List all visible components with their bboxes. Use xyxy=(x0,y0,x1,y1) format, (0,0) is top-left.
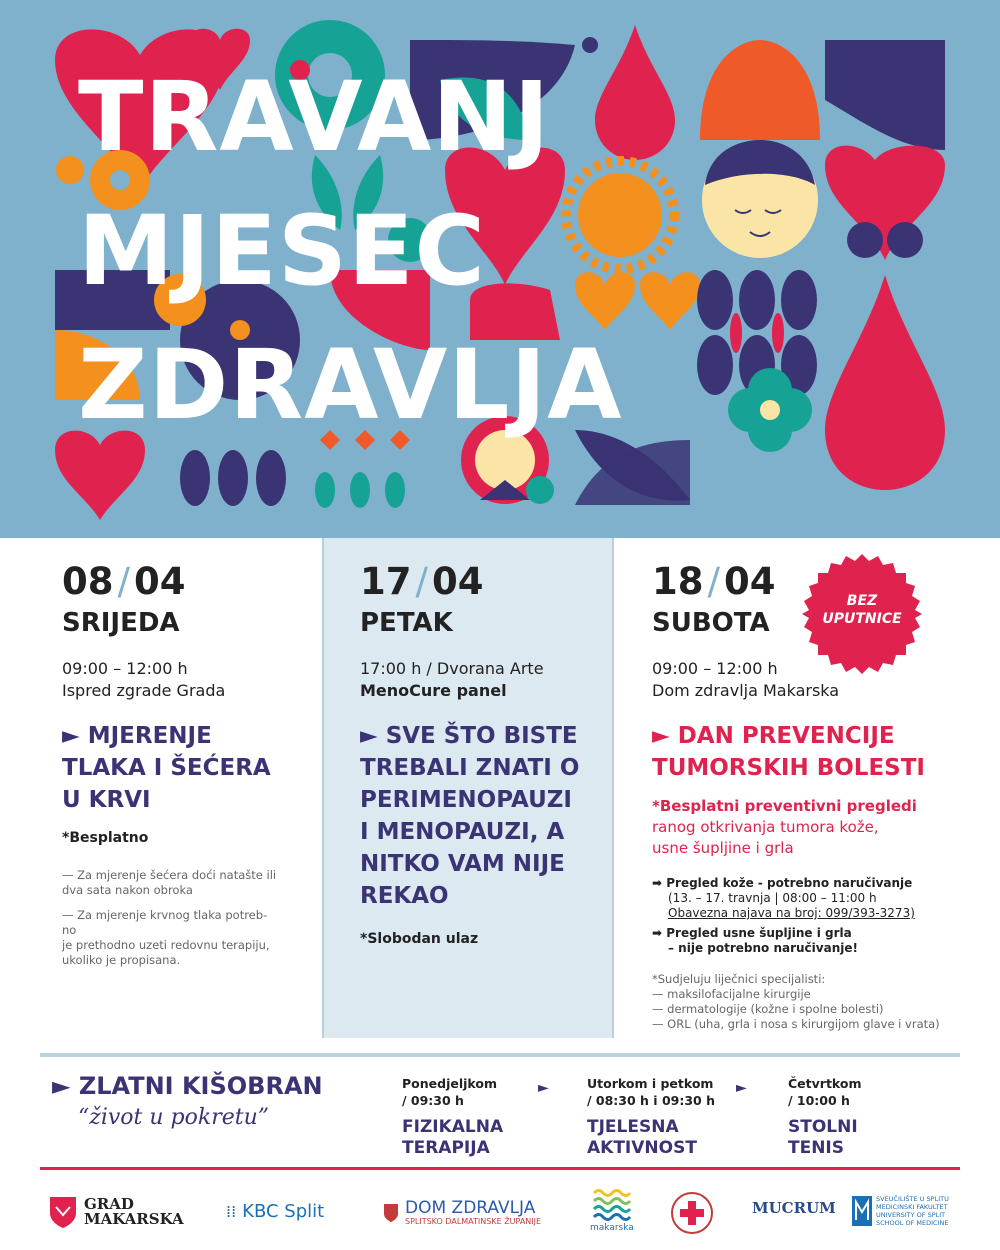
event-subtitle: MenoCure panel xyxy=(360,681,507,700)
when-line: Utorkom i petkom xyxy=(587,1076,714,1091)
sugar-note xyxy=(62,868,276,898)
price-note: *Besplatno xyxy=(62,830,149,846)
event-weekday: SUBOTA xyxy=(652,608,770,638)
coat-of-arms-icon xyxy=(383,1203,399,1223)
event-weekday: PETAK xyxy=(360,608,453,638)
phone-line[interactable]: Obavezna najava na broj: 099/393-3273) xyxy=(668,906,915,920)
zlatni-kisobran-title: ► ZLATNI KIŠOBRAN xyxy=(52,1072,323,1100)
what-line: STOLNI xyxy=(788,1117,858,1137)
badge-line: BEZ xyxy=(846,593,878,609)
event-info xyxy=(652,658,839,702)
date-day: 18 xyxy=(652,560,704,603)
note-line: dva sata nakon obroka xyxy=(62,883,193,897)
sponsor-logos xyxy=(0,1185,1000,1245)
schedule-when xyxy=(402,1075,503,1109)
schedule-item-1 xyxy=(402,1075,503,1159)
what-line: AKTIVNOST xyxy=(587,1138,697,1158)
headline-line: U KRVI xyxy=(62,787,151,813)
event-date xyxy=(360,560,483,603)
headline-line: PERIMENOPAUZI xyxy=(360,787,572,813)
when-line: / 08:30 h i 09:30 h xyxy=(587,1093,715,1108)
arrow-icon: ► xyxy=(538,1080,549,1096)
schedule-what xyxy=(788,1117,862,1159)
event-headline xyxy=(652,720,925,784)
headline-line: REKAO xyxy=(360,883,449,909)
when-line: Četvrtkom xyxy=(788,1076,862,1091)
note-line: usne šupljine i grla xyxy=(652,839,794,857)
grad-makarska-logo xyxy=(48,1195,184,1229)
what-line: FIZIKALNA xyxy=(402,1117,504,1137)
event-column-1 xyxy=(62,538,312,1038)
divider-blue xyxy=(40,1053,960,1057)
what-line: TENIS xyxy=(788,1138,845,1158)
red-cross-logo xyxy=(670,1191,714,1235)
makarska-tourism-logo xyxy=(590,1187,634,1233)
skin-exam-info xyxy=(652,876,915,921)
what-line: TERAPIJA xyxy=(402,1138,490,1158)
note-line: *Besplatni preventivni pregledi xyxy=(652,797,917,815)
event-column-3 xyxy=(652,538,952,1038)
schedule-item-2 xyxy=(587,1075,715,1159)
date-slash: / xyxy=(415,560,428,603)
date-day: 17 xyxy=(360,560,412,603)
zlatni-kisobran-subtitle: “život u pokretu” xyxy=(78,1105,269,1130)
date-slash: / xyxy=(117,560,130,603)
hero-title-line-1: TRAVANJ xyxy=(78,61,551,173)
schedule-item-3 xyxy=(788,1075,862,1159)
logo-text: MEDICINSKI FAKULTET xyxy=(876,1203,948,1211)
schedule-when xyxy=(788,1075,862,1109)
event-headline xyxy=(62,720,271,816)
hero-banner xyxy=(0,0,1000,538)
specialist-line: — ORL (uha, grla i nosa s kirurgijom glave i vrata) xyxy=(652,1017,940,1031)
logo-text: SVEUČILIŠTE U SPLITU xyxy=(876,1195,949,1203)
when-line: / 09:30 h xyxy=(402,1093,464,1108)
specialist-line: *Sudjeluju liječnici specijalisti: xyxy=(652,972,826,986)
waves-icon xyxy=(592,1187,632,1223)
bullet-line: ➡ Pregled kože - potrebno naručivanje xyxy=(652,876,913,890)
event-time-place: 17:00 h / Dvorana Arte xyxy=(360,659,544,678)
event-date xyxy=(652,560,775,603)
price-note: *Slobodan ulaz xyxy=(360,931,479,947)
headline-line: ► MJERENJE xyxy=(62,723,212,749)
bullet-line: ➡ Pregled usne šupljine i grla xyxy=(652,926,852,940)
schedule-what xyxy=(402,1117,503,1159)
logo-text: MAKARSKA xyxy=(84,1210,184,1228)
headline-line: TUMORSKIH BOLESTI xyxy=(652,755,925,781)
kbc-split-logo xyxy=(226,1201,324,1222)
what-line: TJELESNA xyxy=(587,1117,679,1137)
divider-red xyxy=(40,1167,960,1170)
schedule-what xyxy=(587,1117,715,1159)
logo-text: MUCRUM xyxy=(752,1199,836,1217)
event-info xyxy=(62,658,225,702)
date-month: 04 xyxy=(723,560,776,603)
headline-line: NITKO VAM NIJE xyxy=(360,851,565,877)
headline-line: TLAKA I ŠEĆERA xyxy=(62,755,271,781)
mouth-exam-info xyxy=(652,926,858,956)
logo-text: SPLITSKO DALMATINSKE ŽUPANIJE xyxy=(405,1217,542,1226)
bullet-line: – nije potrebno naručivanje! xyxy=(668,941,858,955)
logo-text: SCHOOL OF MEDICINE xyxy=(876,1219,949,1227)
note-line: no xyxy=(62,923,77,937)
event-place: Dom zdravlja Makarska xyxy=(652,681,840,700)
logo-text: UNIVERSITY OF SPLIT xyxy=(876,1211,946,1219)
event-weekday: SRIJEDA xyxy=(62,608,180,638)
logo-text: DOM ZDRAVLJA xyxy=(405,1198,536,1218)
hero-title-line-2: MJESEC xyxy=(78,195,486,307)
note-line: — Za mjerenje krvnog tlaka potreb- xyxy=(62,908,268,922)
dom-zdravlja-logo xyxy=(383,1199,541,1227)
red-cross-icon xyxy=(670,1191,714,1235)
kbc-icon: ⁞⁞ xyxy=(226,1202,237,1221)
free-checkups-note xyxy=(652,796,917,859)
medical-faculty-logo xyxy=(852,1195,949,1227)
event-time: 09:00 – 12:00 h xyxy=(62,659,188,678)
headline-line: ► SVE ŠTO BISTE xyxy=(360,723,578,749)
hero-title xyxy=(78,50,718,452)
mucrum-logo xyxy=(752,1199,836,1217)
event-info xyxy=(360,658,544,702)
hero-title-line-3: ZDRAVLJA xyxy=(78,329,623,441)
specialist-line: — dermatologije (kožne i spolne bolesti) xyxy=(652,1002,884,1016)
headline-line: ► DAN PREVENCIJE xyxy=(652,723,895,749)
note-line: — Za mjerenje šećera doći natašte ili xyxy=(62,868,277,882)
arrow-icon: ► xyxy=(736,1080,747,1096)
date-slash: / xyxy=(707,560,720,603)
badge-line: UPUTNICE xyxy=(822,611,902,627)
event-time: 09:00 – 12:00 h xyxy=(652,659,778,678)
event-date xyxy=(62,560,185,603)
headline-line: I MENOPAUZI, A xyxy=(360,819,565,845)
date-month: 04 xyxy=(431,560,484,603)
when-line: Ponedjeljkom xyxy=(402,1076,497,1091)
specialist-line: — maksilofacijalne kirurgije xyxy=(652,987,811,1001)
specialists-info xyxy=(652,972,940,1032)
event-column-2 xyxy=(322,538,614,1038)
logo-text: GRAD xyxy=(84,1195,134,1213)
event-headline xyxy=(360,720,579,912)
note-line: ukoliko je propisana. xyxy=(62,953,181,967)
date-day: 08 xyxy=(62,560,114,603)
logo-text: makarska xyxy=(590,1223,634,1233)
schedule-when xyxy=(587,1075,715,1109)
shield-icon xyxy=(48,1195,78,1229)
date-month: 04 xyxy=(133,560,186,603)
note-line: je prethodno uzeti redovnu terapiju, xyxy=(62,938,270,952)
note-line: ranog otkrivanja tumora kože, xyxy=(652,818,879,836)
logo-text: KBC Split xyxy=(242,1201,325,1222)
event-place: Ispred zgrade Grada xyxy=(62,681,226,700)
when-line: / 10:00 h xyxy=(788,1093,850,1108)
faculty-icon xyxy=(852,1196,872,1226)
headline-line: TREBALI ZNATI O xyxy=(360,755,580,781)
bullet-line: (13. – 17. travnja | 08:00 – 11:00 h xyxy=(668,891,877,905)
pressure-note xyxy=(62,908,270,968)
